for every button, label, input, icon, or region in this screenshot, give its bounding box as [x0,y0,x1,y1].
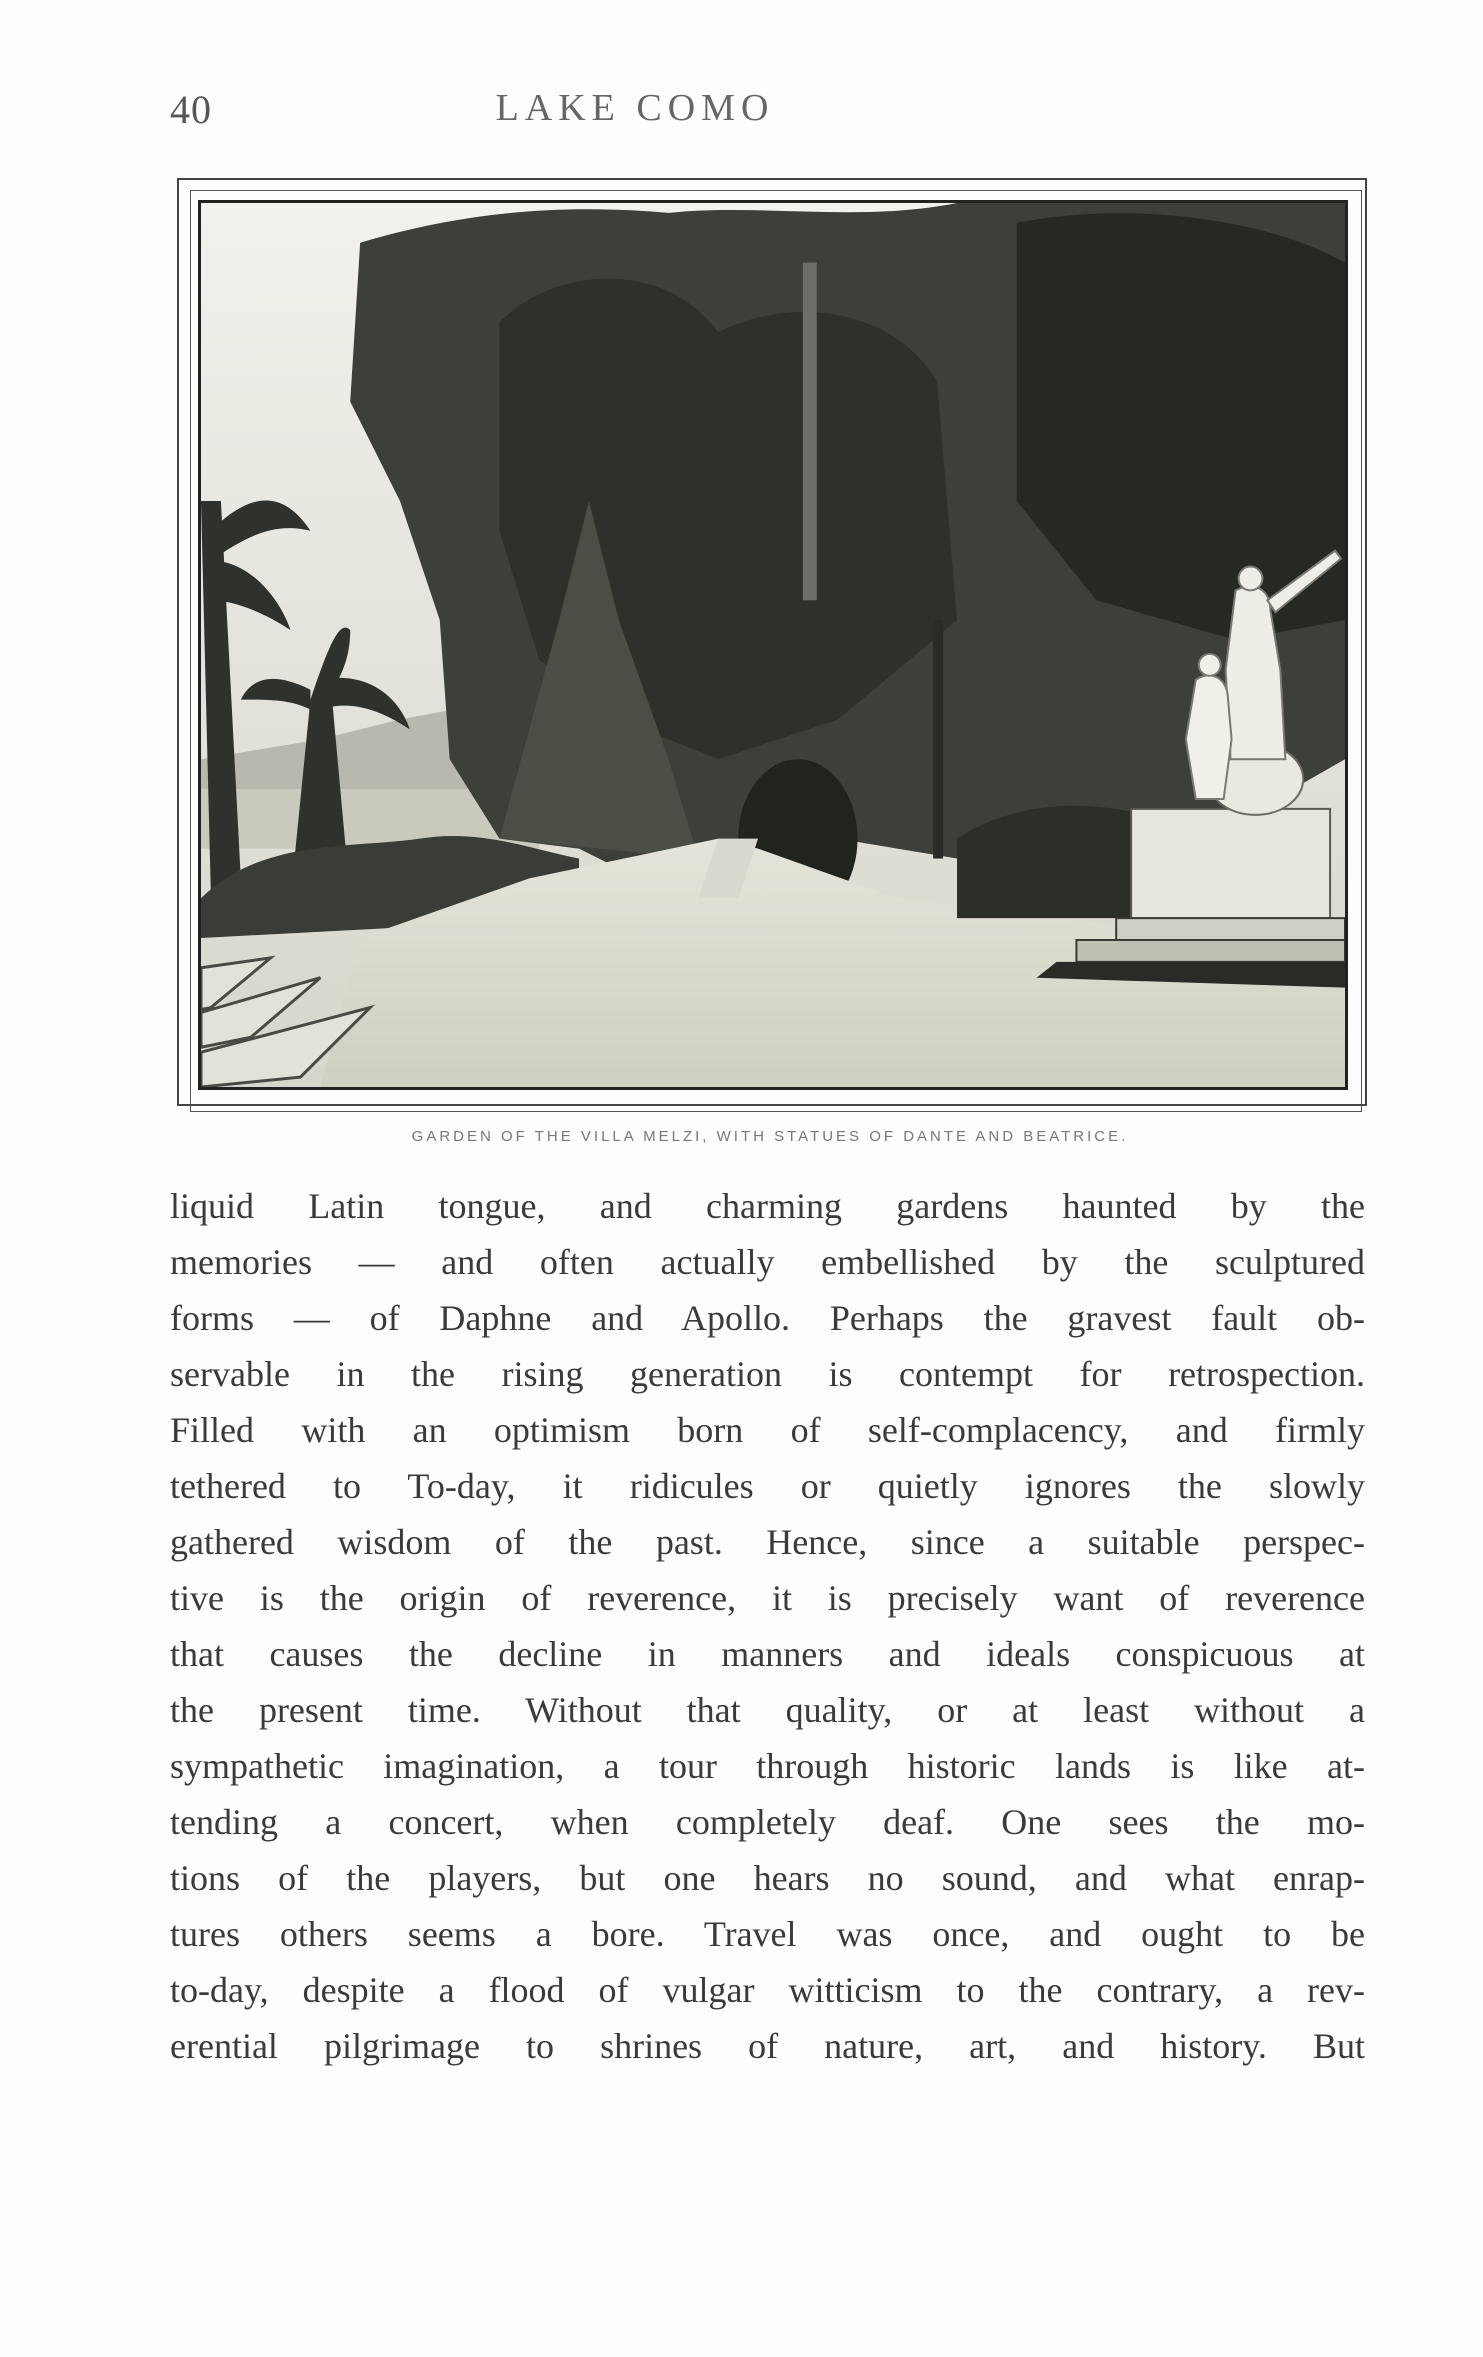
text-line: gathered wisdom of the past. Hence, since a suitable perspec- [170,1522,1365,1562]
plate-caption: GARDEN OF THE VILLA MELZI, WITH STATUES OF DANTE AND BEATRICE. [411,1128,1129,1145]
text-line: tethered to To-day, it ridicules or quietly ignores the slowly [170,1466,1365,1506]
text-line: to-day, despite a flood of vulgar witticism to the contrary, a rev- [170,1970,1365,2010]
text-line: tending a concert, when completely deaf. One sees the mo- [170,1802,1365,1842]
text-line: servable in the rising generation is contempt for retrospection. [170,1354,1365,1394]
text-line: the present time. Without that quality, or at least without a [170,1690,1365,1730]
text-line: tions of the players, but one hears no sound, and what enrap- [170,1858,1365,1898]
text-line: erential pilgrimage to shrines of nature, art, and history. But [170,2026,1365,2066]
text-line: that causes the decline in manners and ideals conspicuous at [170,1634,1365,1674]
running-title: LAKE COMO [495,87,775,129]
text-line: forms — of Daphne and Apollo. Perhaps the gravest fault ob- [170,1298,1365,1338]
text-line: sympathetic imagination, a tour through historic lands is like at- [170,1746,1365,1786]
body-text [170,1178,1365,2074]
text-line: liquid Latin tongue, and charming gardens haunted by the [170,1186,1365,1226]
text-line: tures others seems a bore. Travel was once, and ought to be [170,1914,1365,1954]
garden-photograph [198,200,1348,1090]
running-head [170,86,1370,146]
text-line: Filled with an optimism born of self-complacency, and firmly [170,1410,1365,1450]
page-number: 40 [170,87,212,132]
text-line: tive is the origin of reverence, it is precisely want of reverence [170,1578,1365,1618]
text-line: memories — and often actually embellished by the sculptured [170,1242,1365,1282]
